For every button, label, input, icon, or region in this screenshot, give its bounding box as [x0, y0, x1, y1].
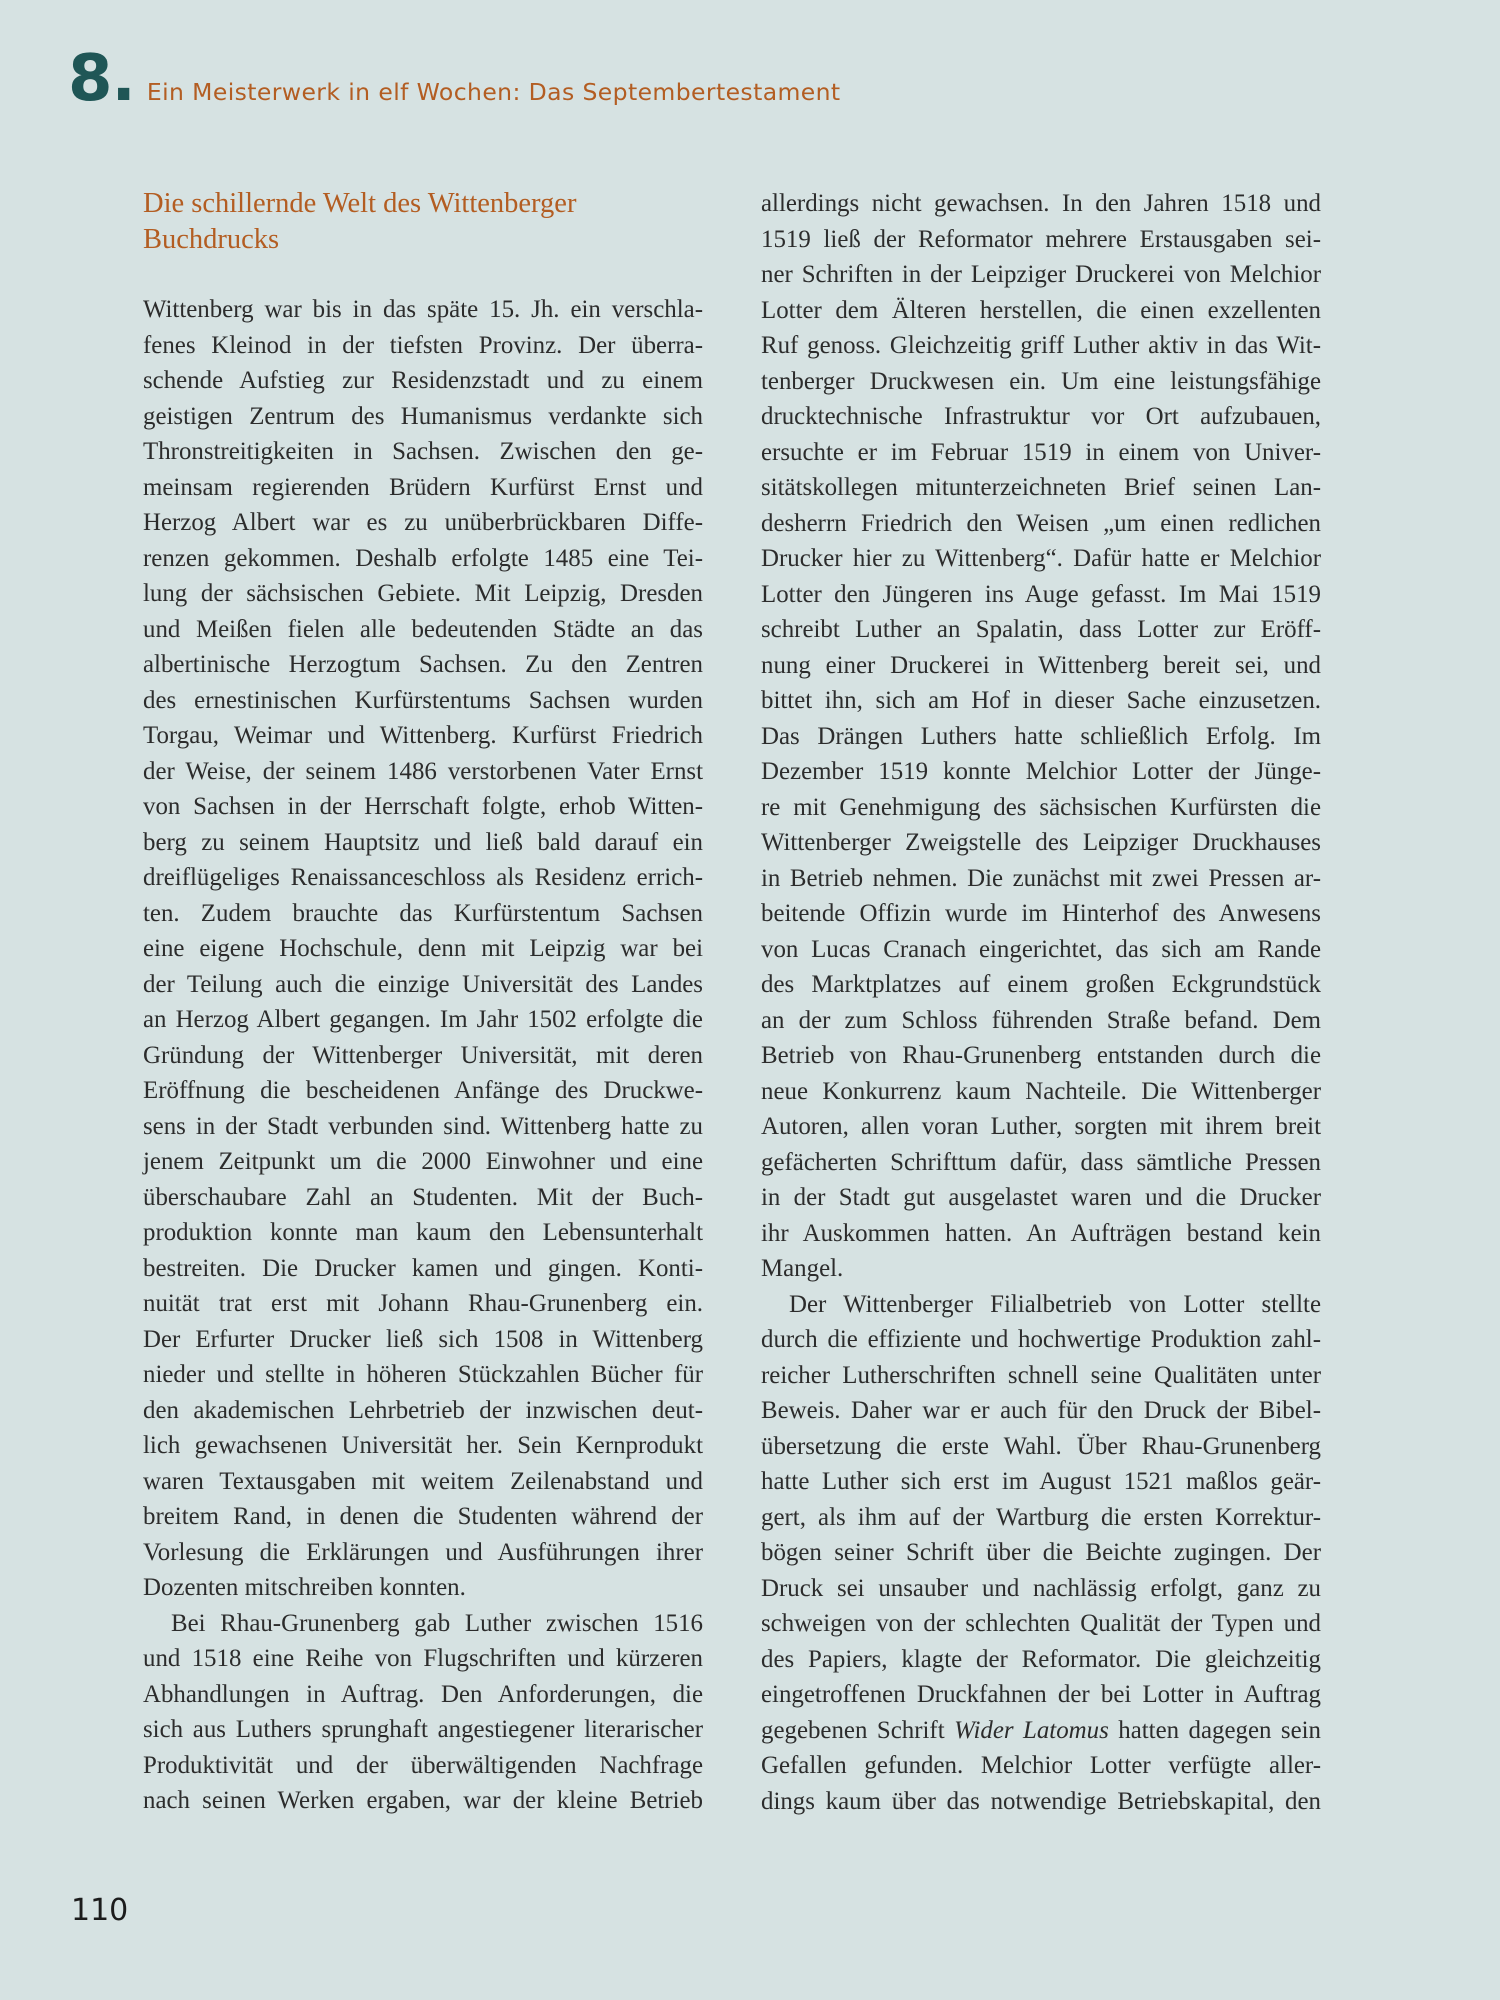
text-line-content: neue Konkurrenz kaum Nachteile. Die Wittenberger: [761, 1077, 1321, 1105]
text-line-content: lich gewachsenen Universität her. Sein Kernprodukt: [143, 1432, 703, 1459]
text-line: [143, 363, 703, 399]
text-line-content: sens in der Stadt verbunden sind. Wittenberg hatte zu: [143, 1112, 703, 1140]
text-line-content: Eröffnung die bescheidenen Anfänge des Druckwe-: [143, 1077, 703, 1104]
left-column-text: [143, 292, 703, 1819]
text-line: [143, 399, 703, 435]
text-line-content: in Betrieb nehmen. Die zunächst mit zwei Pressen ar-: [761, 864, 1321, 892]
text-line-content: sitätskollegen mitunterzeichneten Brief seinen Lan-: [761, 474, 1321, 501]
text-line-content: tenberger Druckwesen ein. Um eine leistungsfähige: [761, 367, 1321, 395]
text-line-content: ihr Auskommen hatten. An Aufträgen bestand kein: [761, 1219, 1321, 1247]
section-heading-line: Buchdrucks: [143, 224, 280, 255]
text-line: [143, 1109, 703, 1145]
text-line-content: allerdings nicht gewachsen. In den Jahren 1518 und: [761, 190, 1321, 217]
text-line-content: und Meißen fielen alle bedeutenden Städte an das: [143, 615, 703, 643]
text-line-content: fenes Kleinod in der tiefsten Provinz. Der überra-: [143, 331, 703, 359]
text-line-content: produktion konnte man kaum den Lebensunterhalt: [143, 1219, 703, 1246]
text-line: [761, 577, 1321, 613]
text-line: [761, 825, 1321, 861]
text-line: [761, 541, 1321, 577]
text-line: [761, 896, 1321, 932]
text-line: [143, 576, 703, 612]
text-line: [761, 1287, 1321, 1323]
text-line: [761, 186, 1321, 222]
text-line: [143, 1393, 703, 1429]
section-heading-line: Die schillernde Welt des Wittenberger: [143, 188, 577, 219]
text-line-content: überschaubare Zahl an Studenten. Mit der Buch-: [143, 1183, 703, 1211]
text-line-content: des ernestinischen Kurfürstentums Sachsen wurden: [143, 686, 703, 714]
text-line-content: nung einer Druckerei in Wittenberg bereit sei, und: [761, 651, 1321, 679]
text-line-content: Beweis. Daher war er auch für den Druck der Bibel-: [761, 1397, 1321, 1424]
text-line: [143, 825, 703, 861]
text-line: [143, 860, 703, 896]
text-line-content: an der zum Schloss führenden Straße befand. Dem: [761, 1006, 1321, 1034]
text-line: [761, 719, 1321, 755]
text-line: [761, 1713, 1321, 1749]
text-line: [761, 328, 1321, 364]
text-line: [761, 683, 1321, 719]
text-line-content: an Herzog Albert gegangen. Im Jahr 1502 erfolgte die: [143, 1006, 703, 1033]
text-line: [143, 683, 703, 719]
text-line-content: von Lucas Cranach eingerichtet, das sich am Rande: [761, 935, 1321, 963]
text-line: [143, 1464, 703, 1500]
text-line: [143, 1428, 703, 1464]
text-line: [143, 1606, 703, 1642]
text-line-content: ner Schriften in der Leipziger Druckerei von Melchior: [761, 261, 1321, 288]
text-line-content: bögen seiner Schrift über die Beichte zugingen. Der: [761, 1539, 1321, 1566]
text-line-content: meinsam regierenden Brüdern Kurfürst Ernst und: [143, 473, 703, 501]
text-line: [143, 505, 703, 541]
text-line: [143, 1144, 703, 1180]
text-line: [761, 1784, 1321, 1820]
text-line-content: hatten dagegen sein: [1108, 1716, 1322, 1744]
text-line: [761, 967, 1321, 1003]
text-line: [761, 861, 1321, 897]
text-line-content: bittet ihn, sich am Hof in dieser Sache einzusetzen.: [761, 687, 1321, 714]
text-line: [143, 434, 703, 470]
text-line-content: schweigen von der schlechten Qualität der Typen und: [761, 1610, 1321, 1637]
text-line-content: der Teilung auch die einzige Universität des Landes: [143, 970, 703, 998]
text-line: [143, 292, 703, 328]
text-line: [761, 1677, 1321, 1713]
text-line: [143, 1038, 703, 1074]
text-line-content: Betrieb von Rhau-Grunenberg entstanden durch die: [761, 1042, 1321, 1069]
text-line-content: nach seinen Werken ergaben, war der kleine Betrieb: [143, 1787, 703, 1814]
text-line-content: dings kaum über das notwendige Betriebskapital, den: [761, 1787, 1321, 1815]
text-line-content: gefächerten Schrifttum dafür, dass sämtliche Pressen: [761, 1148, 1321, 1176]
text-line: [143, 1002, 703, 1038]
text-line-content: desherrn Friedrich den Weisen „um einen redlichen: [761, 509, 1321, 537]
text-line: [761, 506, 1321, 542]
text-line: [761, 470, 1321, 506]
text-line: [761, 754, 1321, 790]
text-line-content: übersetzung die erste Wahl. Über Rhau-Grunenberg: [761, 1432, 1321, 1460]
chapter-header: [68, 42, 841, 116]
text-line: [143, 1499, 703, 1535]
text-line-content: jenem Zeitpunkt um die 2000 Einwohner und eine: [143, 1148, 703, 1175]
text-line-content: ersuchte er im Februar 1519 in einem von Univer-: [761, 438, 1321, 466]
text-line: [761, 1145, 1321, 1181]
text-line: [143, 1357, 703, 1393]
text-line-content: schreibt Luther an Spalatin, dass Lotter zur Eröff-: [761, 616, 1321, 643]
text-line: [761, 1180, 1321, 1216]
text-line: [761, 1393, 1321, 1429]
text-line-content: reicher Lutherschriften schnell seine Qualitäten unter: [761, 1361, 1321, 1389]
text-line-content: nieder und stellte in höheren Stückzahlen Bücher für: [143, 1361, 703, 1388]
text-line-content: den akademischen Lehrbetrieb der inzwischen deut-: [143, 1396, 703, 1424]
text-line: [143, 931, 703, 967]
text-line-content: Lotter dem Älteren herstellen, die einen exzellenten: [761, 296, 1321, 324]
text-line-content: des Marktplatzes auf einem großen Eckgrundstück: [761, 971, 1321, 998]
text-line-content: hatte Luther sich erst im August 1521 maßlos geär-: [761, 1468, 1321, 1495]
text-line-content: breitem Rand, in denen die Studenten während der: [143, 1503, 703, 1530]
text-line: [761, 222, 1321, 258]
text-line: [143, 1677, 703, 1713]
text-line: [143, 647, 703, 683]
text-line-content: von Sachsen in der Herrschaft folgte, erhob Witten-: [143, 793, 703, 820]
text-line: [761, 1748, 1321, 1784]
text-line: [761, 1038, 1321, 1074]
text-line: [761, 435, 1321, 471]
text-line-content: renzen gekommen. Deshalb erfolgte 1485 eine Tei-: [143, 544, 703, 572]
text-line: [143, 612, 703, 648]
text-line: [761, 1003, 1321, 1039]
text-line: [761, 1429, 1321, 1465]
text-line-content: Vorlesung die Erklärungen und Ausführungen ihrer: [143, 1538, 703, 1566]
text-line: [761, 1358, 1321, 1394]
text-line: [761, 1500, 1321, 1536]
text-line-content: Wittenberger Zweigstelle des Leipziger Druckhauses: [761, 829, 1321, 856]
text-line: [143, 1535, 703, 1571]
text-line: [143, 718, 703, 754]
text-line-content: Autoren, allen voran Luther, sorgten mit ihrem breit: [761, 1113, 1321, 1140]
text-line-content: Abhandlungen in Auftrag. Den Anforderungen, die: [143, 1680, 703, 1708]
text-line-content: eingetroffenen Druckfahnen der bei Lotter in Auftrag: [761, 1681, 1321, 1708]
text-line: [143, 1215, 703, 1251]
text-line-content: Herzog Albert war es zu unüberbrückbaren Diffe-: [143, 509, 703, 536]
text-line-content: und 1518 eine Reihe von Flugschriften und kürzeren: [143, 1645, 703, 1672]
text-line-content: Druck sei unsauber und nachlässig erfolgt, ganz zu: [761, 1574, 1321, 1602]
text-line-content: schende Aufstieg zur Residenzstadt und zu einem: [143, 367, 703, 394]
text-line-content: Drucker hier zu Wittenberg“. Dafür hatte er Melchior: [761, 545, 1321, 572]
text-line-content: Dezember 1519 konnte Melchior Lotter der Jünge-: [761, 758, 1321, 785]
text-line: [761, 1109, 1321, 1145]
text-line-content: beitende Offizin wurde im Hinterhof des Anwesens: [761, 900, 1321, 927]
text-line: [761, 1251, 1321, 1287]
text-line: [761, 612, 1321, 648]
text-line-content: geistigen Zentrum des Humanismus verdankte sich: [143, 402, 703, 430]
text-line: [761, 293, 1321, 329]
right-column: [761, 186, 1321, 1819]
text-line: [761, 1322, 1321, 1358]
text-line-content: Gefallen gefunden. Melchior Lotter verfügte aller-: [761, 1752, 1321, 1779]
text-line-content: re mit Genehmigung des sächsischen Kurfürsten die: [761, 793, 1321, 821]
text-line-content: Ruf genoss. Gleichzeitig griff Luther aktiv in das Wit-: [761, 332, 1321, 359]
text-line-content: durch die effiziente und hochwertige Produktion zahl-: [761, 1326, 1321, 1353]
text-line-content: eine eigene Hochschule, denn mit Leipzig war bei: [143, 935, 703, 962]
text-line-content: drucktechnische Infrastruktur vor Ort aufzubauen,: [761, 403, 1321, 430]
text-line-content: gert, als ihm auf der Wartburg die ersten Korrektur-: [761, 1503, 1321, 1531]
text-line: [143, 789, 703, 825]
text-line: [761, 364, 1321, 400]
text-line: [143, 1322, 703, 1358]
text-line-content: des Papiers, klagte der Reformator. Die gleichzeitig: [761, 1645, 1321, 1673]
text-line-content: Thronstreitigkeiten in Sachsen. Zwischen den ge-: [143, 438, 703, 465]
text-line-content: bestreiten. Die Drucker kamen und gingen. Konti-: [143, 1254, 703, 1282]
text-line: [761, 399, 1321, 435]
text-line: [143, 1570, 703, 1606]
text-line-content: in der Stadt gut ausgelastet waren und die Drucker: [761, 1184, 1321, 1211]
right-column-text: [761, 186, 1321, 1819]
text-line: [143, 754, 703, 790]
text-line-content: ten. Zudem brauchte das Kurfürstentum Sachsen: [143, 899, 703, 927]
left-column: [143, 186, 703, 1819]
section-heading: [143, 186, 703, 258]
text-line-content: Lotter den Jüngeren ins Auge gefasst. Im Mai 1519: [761, 580, 1321, 608]
text-line: [143, 470, 703, 506]
text-line: [143, 1286, 703, 1322]
text-line: [761, 1074, 1321, 1110]
text-line: [143, 1748, 703, 1784]
text-line: [143, 1180, 703, 1216]
text-line-content: Mangel.: [761, 1255, 844, 1282]
text-line-content: Produktivität und der überwältigenden Nachfrage: [143, 1751, 703, 1779]
text-line: [761, 1642, 1321, 1678]
text-line-content: Wittenberg war bis in das späte 15. Jh. ein verschla-: [143, 296, 703, 323]
text-line: [143, 1712, 703, 1748]
chapter-number: 8.: [68, 42, 135, 116]
text-line-content: berg zu seinem Hauptsitz und ließ bald darauf ein: [143, 828, 703, 856]
text-line-content: Torgau, Weimar und Wittenberg. Kurfürst Friedrich: [143, 722, 703, 749]
text-line-content: nuität trat erst mit Johann Rhau-Grunenberg ein.: [143, 1290, 703, 1317]
text-line-content: Das Drängen Luthers hatte schließlich Erfolg. Im: [761, 722, 1321, 750]
text-line: [761, 1606, 1321, 1642]
text-line-content: Dozenten mitschreiben konnten.: [143, 1574, 466, 1601]
text-line-content: gegebenen Schrift: [761, 1716, 955, 1744]
text-line: [761, 257, 1321, 293]
text-line-content: 1519 ließ der Reformator mehrere Erstausgaben sei-: [761, 225, 1321, 253]
chapter-title: Ein Meisterwerk in elf Wochen: Das Septembertestament: [146, 78, 841, 106]
text-line-content: der Weise, der seinem 1486 verstorbenen Vater Ernst: [143, 757, 703, 785]
text-line-content: albertinische Herzogtum Sachsen. Zu den Zentren: [143, 651, 703, 678]
text-line-content: dreiflügeliges Renaissanceschloss als Residenz errich-: [143, 864, 703, 891]
text-line: [761, 1571, 1321, 1607]
text-line-content: lung der sächsischen Gebiete. Mit Leipzig, Dresden: [143, 580, 703, 607]
text-line: [143, 1641, 703, 1677]
text-line-content: sich aus Luthers sprunghaft angestiegener literarischer: [143, 1716, 703, 1743]
text-line: [143, 967, 703, 1003]
text-line: [143, 541, 703, 577]
text-line-content: waren Textausgaben mit weitem Zeilenabstand und: [143, 1467, 703, 1495]
text-line-content: Der Erfurter Drucker ließ sich 1508 in Wittenberg: [143, 1325, 703, 1353]
text-line: [143, 1783, 703, 1819]
text-line: [143, 328, 703, 364]
text-line: [761, 790, 1321, 826]
text-line-content: Bei Rhau-Grunenberg gab Luther zwischen 1516: [171, 1609, 703, 1637]
text-line: [143, 1251, 703, 1287]
text-line-content: Gründung der Wittenberger Universität, mit deren: [143, 1041, 703, 1069]
text-line: [761, 1216, 1321, 1252]
text-line: [143, 1073, 703, 1109]
text-line: [761, 932, 1321, 968]
text-line: [761, 648, 1321, 684]
text-line: [761, 1535, 1321, 1571]
text-line: [143, 896, 703, 932]
page-number: 110: [71, 1893, 129, 1928]
text-line-content: Der Wittenberger Filialbetrieb von Lotter stellte: [789, 1290, 1321, 1318]
italic-title: Wider Latomus: [954, 1716, 1109, 1744]
text-line: [761, 1464, 1321, 1500]
